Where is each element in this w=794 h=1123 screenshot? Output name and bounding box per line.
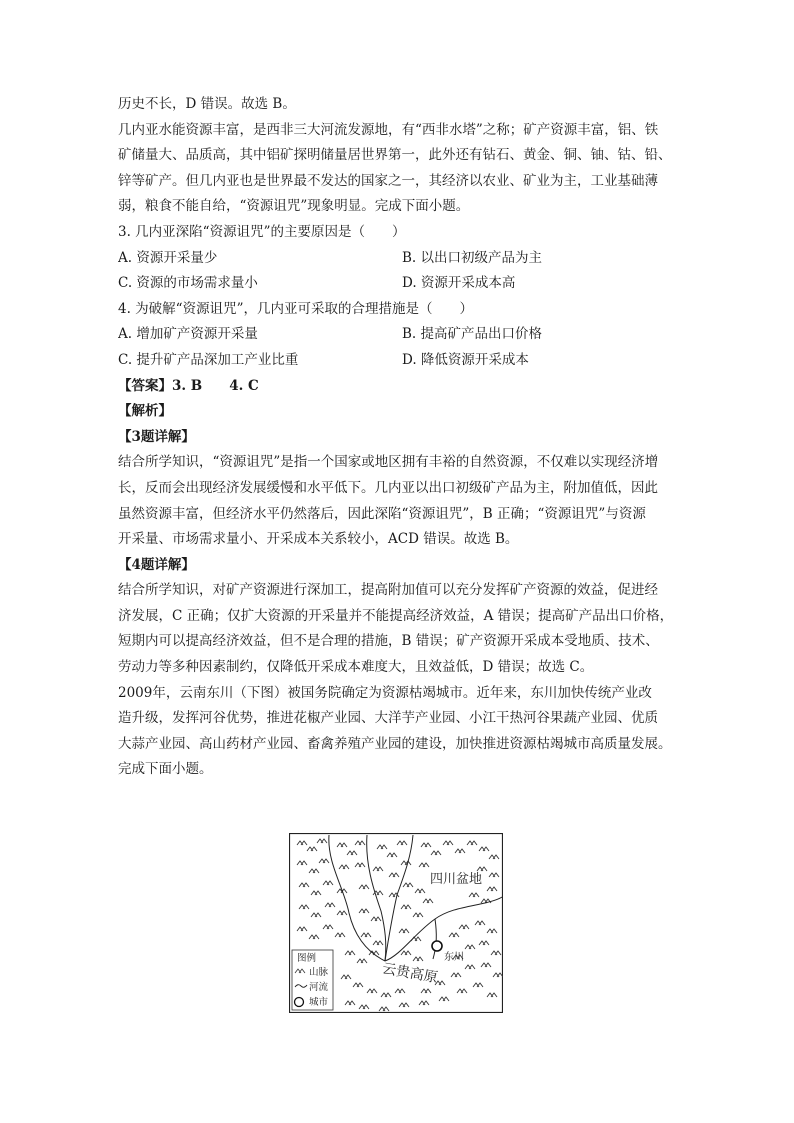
question-3-options-row-2: [118, 271, 678, 297]
option-c: C. 资源的市场需求量小: [118, 275, 258, 292]
option-d: D. 降低资源开采成本: [402, 351, 529, 368]
legend: [292, 950, 333, 1010]
legend-river-label: 河流: [309, 982, 329, 993]
text-line: 济发展，C 正确；仅扩大资源的开采量并不能提高经济效益，A 错误；提高矿产品出口价格，: [118, 607, 674, 624]
dongchuan-map: [289, 833, 503, 1013]
text-line: 历史不长，D 错误。故选 B。: [118, 96, 296, 112]
text-line: 造升级，发挥河谷优势，推进花椒产业园、大洋芋产业园、小江干热河谷果蔬产业园、优质: [118, 710, 658, 727]
city-dongchuan-marker: [432, 941, 442, 951]
text-line: 开采量、市场需求量小、开采成本关系较小，ACD 错误。故选 B。: [118, 531, 519, 548]
question-4-options-row-1: [118, 322, 678, 348]
option-b: B. 提高矿产品出口价格: [402, 326, 543, 343]
text-line: 虽然资源丰富，但经济水平仍然落后，因此深陷“资源诅咒”，B 正确；“资源诅咒”与资源: [118, 505, 646, 522]
legend-title: 图例: [297, 953, 317, 964]
text-line: 结合所学知识，对矿产资源进行深加工，提高附加值可以充分发挥矿产资源的效益，促进经: [118, 582, 658, 599]
option-a: A. 资源开采量少: [118, 249, 218, 266]
plateau-label: 云贵高原: [380, 960, 439, 987]
option-c: C. 提升矿产品深加工产业比重: [118, 351, 299, 368]
text-line: 短期内可以提高经济效益，但不是合理的措施，B 错误；矿产资源开采成本受地质、技术、: [118, 633, 659, 650]
text-line: 2009年，云南东川（下图）被国务院确定为资源枯竭城市。近年来，东川加快传统产业改: [118, 684, 652, 701]
question-3-stem: 3. 几内亚深陷“资源诅咒”的主要原因是（ ）: [118, 223, 406, 240]
question-4-stem: 4. 为破解“资源诅咒”，几内亚可采取的合理措施是（ ）: [118, 300, 473, 317]
analysis-heading: 【解析】: [118, 403, 172, 420]
option-b: B. 以出口初级产品为主: [402, 249, 543, 266]
question-4-options-row-2: [118, 348, 678, 374]
text-line: 长，反而会出现经济发展缓慢和水平低下。几内亚以出口初级矿产品为主，附加值低，因此: [118, 479, 658, 496]
legend-city-icon: [295, 998, 304, 1007]
text-line: 弱，粮食不能自给，“资源诅咒”现象明显。完成下面小题。: [118, 198, 470, 215]
text-line: 完成下面小题。: [118, 761, 213, 778]
text-line: 锌等矿产。但几内亚也是世界最不发达的国家之一，其经济以农业、矿业为主，工业基础薄: [118, 172, 658, 189]
option-a: A. 增加矿产资源开采量: [118, 326, 258, 343]
answer-line: 【答案】3. B 4. C: [118, 377, 259, 394]
q4-detail-heading: 【4题详解】: [118, 556, 195, 573]
option-d: D. 资源开采成本高: [402, 275, 516, 292]
text-line: 结合所学知识，“资源诅咒”是指一个国家或地区拥有丰裕的自然资源，不仅难以实现经济增: [118, 454, 659, 471]
question-3-options-row-1: [118, 246, 678, 272]
city-label: 东川: [444, 952, 464, 963]
text-line: 大蒜产业园、高山药材产业园、畜禽养殖产业园的建设，加快推进资源枯竭城市高质量发展。: [118, 735, 672, 752]
basin-label: 四川盆地: [430, 872, 483, 887]
text-line: 矿储量大、品质高，其中铝矿探明储量居世界第一，此外还有钻石、黄金、铜、铀、钴、铅、: [118, 147, 672, 164]
text-line: 几内亚水能资源丰富，是西非三大河流发源地，有“西非水塔”之称；矿产资源丰富，铝、铁: [118, 121, 659, 138]
legend-city-label: 城市: [309, 997, 329, 1008]
document-body: [118, 92, 678, 783]
legend-mountain-label: 山脉: [309, 967, 329, 978]
text-line: 劳动力等多种因素制约，仅降低开采成本难度大，且效益低，D 错误；故选 C。: [118, 659, 594, 676]
q3-detail-heading: 【3题详解】: [118, 428, 195, 445]
